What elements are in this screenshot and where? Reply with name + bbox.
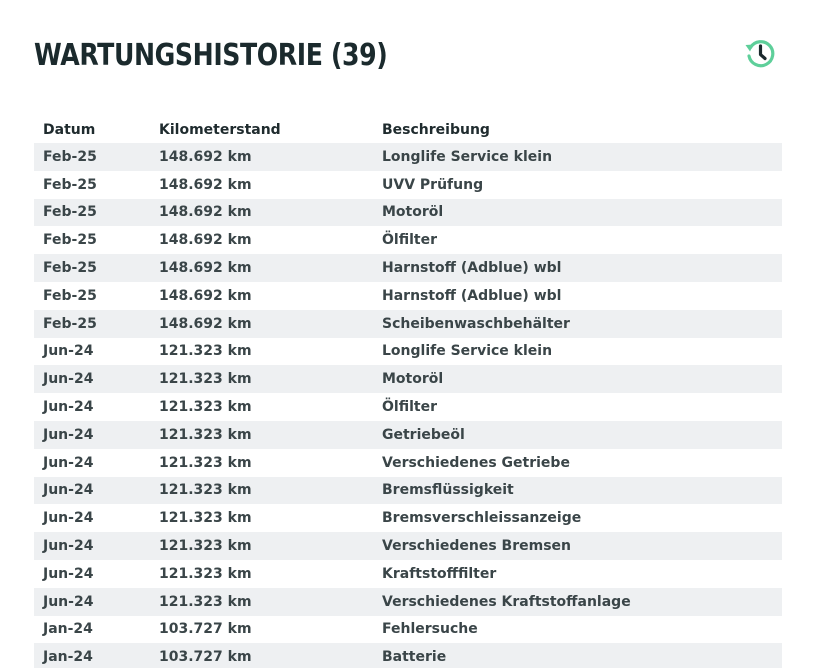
cell-mileage: 148.692 km [159, 310, 382, 338]
table-row [34, 226, 782, 254]
table-row [34, 199, 782, 227]
cell-date: Jun-24 [34, 421, 159, 449]
cell-date: Jun-24 [43, 454, 94, 471]
cell-mileage: 121.323 km [159, 343, 252, 360]
cell-mileage: 121.323 km [159, 588, 382, 616]
cell-date: Jan-24 [43, 621, 93, 638]
cell-description: Bremsverschleissanzeige [382, 510, 582, 527]
cell-mileage: 121.323 km [159, 399, 252, 416]
table-row [34, 282, 782, 310]
table-row [34, 143, 782, 171]
table-row [34, 616, 782, 644]
section-header [34, 36, 782, 80]
cell-mileage: 148.692 km [159, 199, 382, 227]
cell-mileage: 121.323 km [159, 454, 252, 471]
cell-description: Motoröl [382, 365, 782, 393]
maintenance-table [34, 116, 782, 668]
table-row [34, 338, 782, 366]
cell-date: Jun-24 [34, 532, 159, 560]
table-row [34, 504, 782, 532]
table-header-row [34, 116, 782, 143]
cell-mileage: 148.692 km [159, 176, 252, 193]
cell-description: Harnstoff (Adblue) wbl [382, 287, 562, 304]
cell-date: Jun-24 [43, 510, 94, 527]
cell-description: Getriebeöl [382, 421, 782, 449]
cell-mileage: 121.323 km [159, 421, 382, 449]
cell-description: Bremsflüssigkeit [382, 477, 782, 505]
cell-date: Jun-24 [43, 399, 94, 416]
cell-date: Jan-24 [34, 643, 159, 668]
column-header-date: Datum [43, 121, 96, 138]
history-button[interactable] [740, 33, 780, 73]
cell-date: Feb-25 [34, 254, 159, 282]
table-row [34, 254, 782, 282]
table-row [34, 560, 782, 588]
cell-mileage: 103.727 km [159, 643, 382, 668]
page-title: WARTUNGSHISTORIE (39) [34, 38, 388, 73]
cell-description: Batterie [382, 643, 782, 668]
cell-mileage: 121.323 km [159, 365, 382, 393]
cell-description: Harnstoff (Adblue) wbl [382, 254, 782, 282]
history-icon [742, 35, 778, 71]
cell-date: Jun-24 [34, 477, 159, 505]
cell-description: Kraftstofffilter [382, 565, 497, 582]
cell-mileage: 103.727 km [159, 621, 252, 638]
cell-date: Feb-25 [43, 232, 97, 249]
cell-mileage: 148.692 km [159, 287, 252, 304]
table-row [34, 171, 782, 199]
cell-mileage: 148.692 km [159, 232, 252, 249]
cell-date: Jun-24 [43, 565, 94, 582]
table-body [34, 143, 782, 668]
column-header-mileage: Kilometerstand [159, 121, 281, 138]
table-row [34, 643, 782, 668]
cell-description: Fehlersuche [382, 621, 478, 638]
cell-description: Verschiedenes Getriebe [382, 454, 570, 471]
table-row [34, 532, 782, 560]
table-row [34, 310, 782, 338]
cell-description: Longlife Service klein [382, 143, 782, 171]
cell-mileage: 121.323 km [159, 565, 252, 582]
cell-date: Feb-25 [34, 199, 159, 227]
cell-mileage: 121.323 km [159, 477, 382, 505]
table-row [34, 588, 782, 616]
cell-date: Jun-24 [34, 588, 159, 616]
cell-mileage: 148.692 km [159, 143, 382, 171]
cell-description: UVV Prüfung [382, 176, 484, 193]
cell-mileage: 121.323 km [159, 510, 252, 527]
table-row [34, 365, 782, 393]
cell-description: Scheibenwaschbehälter [382, 310, 782, 338]
cell-description: Ölfilter [382, 232, 437, 249]
table-row [34, 477, 782, 505]
cell-date: Feb-25 [43, 287, 97, 304]
cell-date: Jun-24 [43, 343, 94, 360]
cell-description: Verschiedenes Kraftstoffanlage [382, 588, 782, 616]
table-row [34, 421, 782, 449]
cell-description: Verschiedenes Bremsen [382, 532, 782, 560]
column-header-description: Beschreibung [382, 121, 490, 138]
cell-date: Feb-25 [34, 143, 159, 171]
cell-mileage: 148.692 km [159, 254, 382, 282]
cell-description: Longlife Service klein [382, 343, 553, 360]
cell-date: Feb-25 [43, 176, 97, 193]
cell-mileage: 121.323 km [159, 532, 382, 560]
cell-description: Ölfilter [382, 399, 437, 416]
cell-description: Motoröl [382, 199, 782, 227]
cell-date: Jun-24 [34, 365, 159, 393]
table-row [34, 393, 782, 421]
cell-date: Feb-25 [34, 310, 159, 338]
table-row [34, 449, 782, 477]
